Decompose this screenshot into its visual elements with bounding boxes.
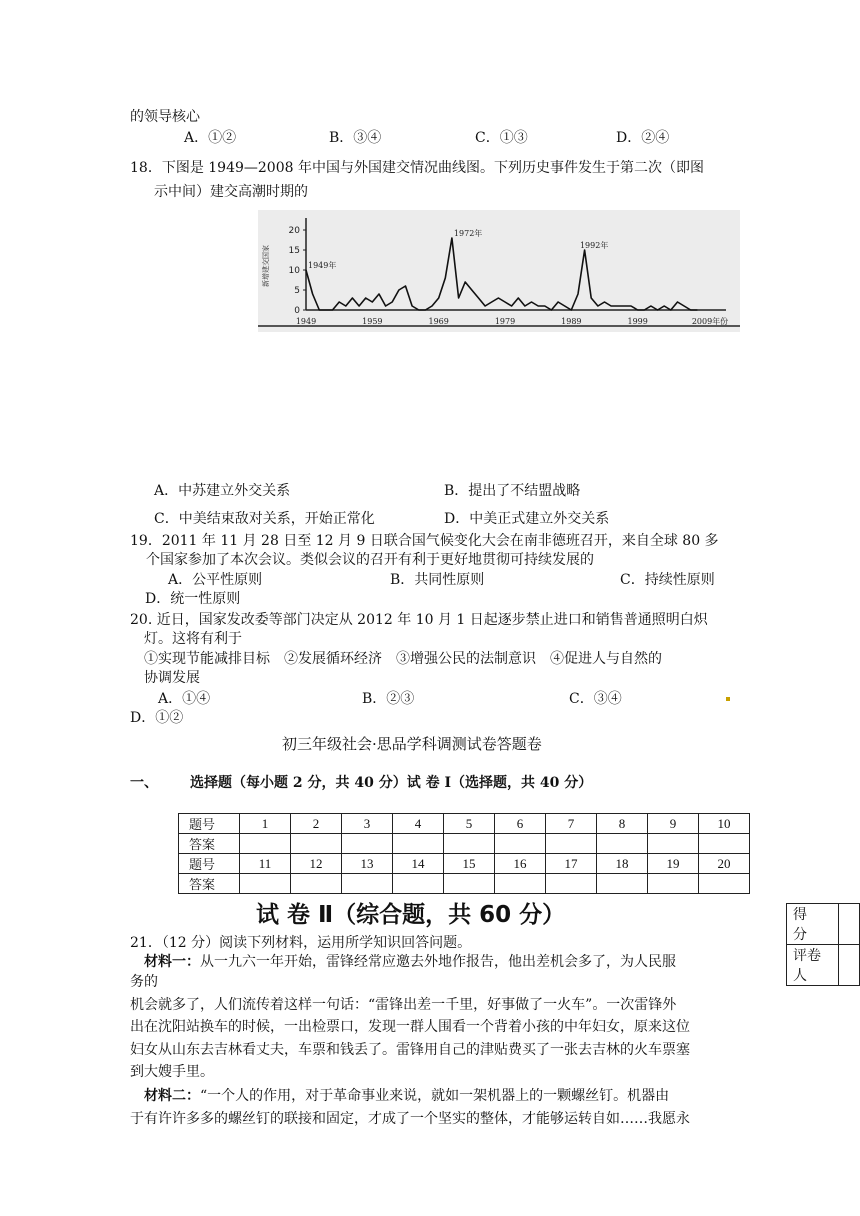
material1-line4: 出在沈阳站换车的时候，一出检票口，发现一群人围看一个背着小孩的中年妇女，原来这位 bbox=[130, 1019, 690, 1035]
table-row bbox=[179, 874, 750, 894]
answer-cell[interactable] bbox=[648, 834, 699, 854]
question-number-cell: 6 bbox=[495, 814, 546, 834]
answer-cell[interactable] bbox=[393, 874, 444, 894]
question-number-cell: 7 bbox=[546, 814, 597, 834]
x-tick-label: 1989 bbox=[561, 317, 582, 326]
y-tick-label: 5 bbox=[294, 286, 300, 296]
q19-option-a: A．公平性原则 bbox=[168, 572, 263, 588]
score-cell[interactable] bbox=[839, 904, 860, 945]
x-tick-label: 2009年份 bbox=[691, 317, 729, 326]
table-row bbox=[179, 854, 750, 874]
q19-line1: 19．2011 年 11 月 28 日至 12 月 9 日联合国气候变化大会在南非德班召开，来自全球 80 多 bbox=[130, 533, 719, 549]
question-number-cell: 2 bbox=[291, 814, 342, 834]
y-axis-label: 新增建交国家 bbox=[262, 245, 270, 287]
question-number-cell: 12 bbox=[291, 854, 342, 874]
question-number-cell: 10 bbox=[699, 814, 750, 834]
x-tick-label: 1959 bbox=[362, 317, 383, 326]
question-number-cell: 3 bbox=[342, 814, 393, 834]
table-row bbox=[787, 904, 860, 945]
annotation-label: 1949年 bbox=[308, 261, 337, 270]
answer-table bbox=[178, 813, 750, 894]
material1-line5: 妇女从山东去吉林看丈夫，车票和钱丢了。雷锋用自己的津贴费买了一张去吉林的火车票塞 bbox=[130, 1042, 690, 1058]
score-box bbox=[786, 903, 860, 986]
q20-option-d: D．①② bbox=[130, 710, 184, 726]
q17-option-c: C．①③ bbox=[475, 130, 528, 146]
question-number-cell: 13 bbox=[342, 854, 393, 874]
row-label-answer: 答案 bbox=[179, 834, 240, 854]
material1-line6: 到大嫂手里。 bbox=[130, 1064, 214, 1080]
q17-option-d: D．②④ bbox=[616, 130, 670, 146]
q18-stem-line2: 示中间）建交高潮时期的 bbox=[154, 184, 308, 200]
score-label: 得 分 bbox=[787, 904, 839, 945]
table-row bbox=[787, 945, 860, 986]
answer-cell[interactable] bbox=[699, 834, 750, 854]
question-number-cell: 16 bbox=[495, 854, 546, 874]
chart-background bbox=[258, 210, 740, 332]
x-tick-label: 1949 bbox=[295, 317, 317, 326]
q20-line1: 20. 近日，国家发改委等部门决定从 2012 年 10 月 1 日起逐步禁止进口和销售普通照明白炽 bbox=[130, 612, 708, 628]
question-number-cell: 4 bbox=[393, 814, 444, 834]
answer-cell[interactable] bbox=[291, 874, 342, 894]
question-number-cell: 8 bbox=[597, 814, 648, 834]
answer-cell[interactable] bbox=[393, 834, 444, 854]
material1-line2: 务的 bbox=[130, 974, 158, 990]
chart-svg bbox=[258, 210, 740, 332]
q19-option-d: D．统一性原则 bbox=[145, 591, 241, 607]
material2-line2: 于有许许多多的螺丝钉的联接和固定，才成了一个坚实的整体，才能够运转自如……我愿永 bbox=[130, 1111, 690, 1127]
question-number-cell: 15 bbox=[444, 854, 495, 874]
answer-cell[interactable] bbox=[546, 834, 597, 854]
answer-cell[interactable] bbox=[648, 874, 699, 894]
annotation-label: 1972年 bbox=[453, 229, 483, 238]
q20-items-line2: 协调发展 bbox=[144, 670, 200, 686]
q17-option-a: A．①② bbox=[184, 130, 237, 146]
q19-line2: 个国家参加了本次会议。类似会议的召开有利于更好地贯彻可持续发展的 bbox=[146, 552, 594, 568]
answer-cell[interactable] bbox=[291, 834, 342, 854]
grader-cell[interactable] bbox=[839, 945, 860, 986]
answer-cell[interactable] bbox=[342, 834, 393, 854]
question-number-cell: 14 bbox=[393, 854, 444, 874]
row-label-number: 题号 bbox=[179, 854, 240, 874]
q20-items-line1: ①实现节能减排目标 ②发展循环经济 ③增强公民的法制意识 ④促进人与自然的 bbox=[144, 651, 662, 667]
material1-line3: 机会就多了，人们流传着这样一句话：“雷锋出差一千里，好事做了一火车”。一次雷锋外 bbox=[130, 997, 677, 1013]
answer-cell[interactable] bbox=[597, 874, 648, 894]
q18-option-b: B．提出了不结盟战略 bbox=[444, 483, 581, 499]
answer-cell[interactable] bbox=[495, 834, 546, 854]
q20-option-a: A．①④ bbox=[158, 691, 211, 707]
q18-option-a: A．中苏建立外交关系 bbox=[154, 483, 291, 499]
table-row bbox=[179, 834, 750, 854]
q21-stem: 21．（12 分）阅读下列材料，运用所学知识回答问题。 bbox=[130, 935, 472, 951]
question-number-cell: 17 bbox=[546, 854, 597, 874]
x-tick-label: 1979 bbox=[494, 317, 516, 326]
y-tick-label: 0 bbox=[294, 306, 300, 316]
section1-title: 选择题（每小题 2 分，共 40 分）试 卷 Ⅰ（选择题，共 40 分） bbox=[190, 775, 593, 791]
answer-cell[interactable] bbox=[240, 834, 291, 854]
x-tick-label: 1999 bbox=[627, 317, 648, 326]
answer-sheet-title: 初三年级社会·思品学科调测试卷答题卷 bbox=[282, 735, 542, 753]
y-tick-label: 10 bbox=[288, 266, 300, 276]
q19-option-c: C．持续性原则 bbox=[620, 572, 715, 588]
material1-label: 材料一： bbox=[144, 954, 200, 970]
answer-cell[interactable] bbox=[495, 874, 546, 894]
question-number-cell: 11 bbox=[240, 854, 291, 874]
question-number-cell: 20 bbox=[699, 854, 750, 874]
section1-number: 一、 bbox=[130, 775, 158, 791]
q19-option-b: B．共同性原则 bbox=[390, 572, 485, 588]
part2-title: 试 卷 Ⅱ（综合题，共 60 分） bbox=[256, 902, 566, 928]
yellow-mark bbox=[726, 697, 730, 701]
answer-cell[interactable] bbox=[240, 874, 291, 894]
grader-label: 评卷人 bbox=[787, 945, 839, 986]
material2-line1: “一个人的作用，对于革命事业来说，就如一架机器上的一颗螺丝钉。机器由 bbox=[200, 1088, 670, 1104]
material2-label: 材料二： bbox=[144, 1088, 200, 1104]
question-number-cell: 19 bbox=[648, 854, 699, 874]
question-number-cell: 18 bbox=[597, 854, 648, 874]
annotation-label: 1992年 bbox=[579, 241, 609, 250]
table-row bbox=[179, 814, 750, 834]
diplomatic-relations-chart bbox=[258, 210, 740, 332]
q20-option-b: B．②③ bbox=[362, 691, 415, 707]
row-label-answer: 答案 bbox=[179, 874, 240, 894]
q18-option-d: D．中美正式建立外交关系 bbox=[444, 511, 610, 527]
material1-line1: 从一九六一年开始，雷锋经常应邀去外地作报告，他出差机会多了，为人民服 bbox=[200, 954, 676, 970]
answer-cell[interactable] bbox=[444, 874, 495, 894]
question-number-cell: 9 bbox=[648, 814, 699, 834]
answer-cell[interactable] bbox=[546, 874, 597, 894]
q17-option-b: B．③④ bbox=[329, 130, 382, 146]
q20-option-c: C．③④ bbox=[569, 691, 622, 707]
q20-line2: 灯。这将有利于 bbox=[144, 631, 242, 647]
q17-stem-tail: 的领导核心 bbox=[130, 109, 200, 125]
question-number-cell: 5 bbox=[444, 814, 495, 834]
answer-cell[interactable] bbox=[444, 834, 495, 854]
q18-stem-line1: 18．下图是 1949—2008 年中国与外国建交情况曲线图。下列历史事件发生于第二次（即图 bbox=[130, 160, 704, 176]
y-tick-label: 20 bbox=[288, 226, 300, 236]
question-number-cell: 1 bbox=[240, 814, 291, 834]
row-label-number: 题号 bbox=[179, 814, 240, 834]
answer-cell[interactable] bbox=[699, 874, 750, 894]
y-tick-label: 15 bbox=[288, 246, 300, 256]
answer-cell[interactable] bbox=[342, 874, 393, 894]
q18-option-c: C．中美结束敌对关系，开始正常化 bbox=[154, 511, 375, 527]
x-tick-label: 1969 bbox=[428, 317, 449, 326]
answer-cell[interactable] bbox=[597, 834, 648, 854]
